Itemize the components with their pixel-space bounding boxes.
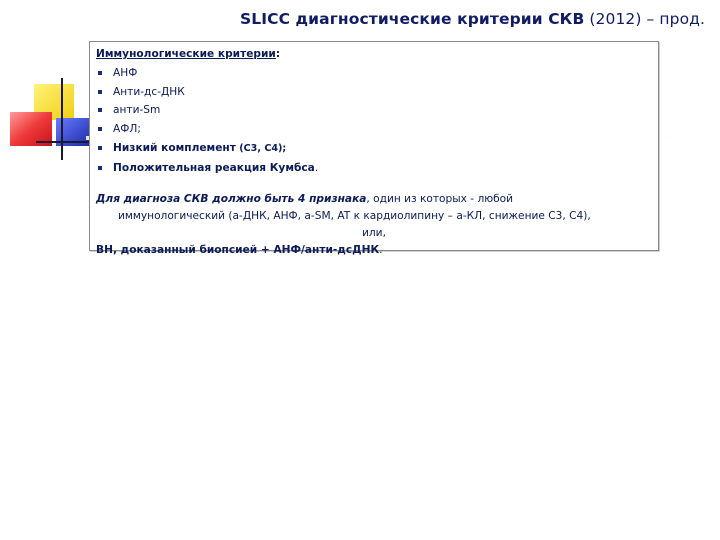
criteria-panel (89, 41, 659, 256)
diagnosis-bold-text: Для диагноза СКВ должно быть 4 признака (96, 192, 367, 205)
slide-title-bold: SLICC диагностические критерии СКВ (240, 10, 585, 28)
diagnosis-line-2: иммунологический (а-ДНК, АНФ, а-SM, AT к кардиолипину – а-КЛ, снижение С3, С4), (118, 209, 591, 222)
criteria-list (96, 64, 652, 178)
list-item (96, 83, 652, 102)
diagnosis-line-1 (96, 191, 652, 208)
slide-title-rest: (2012) – прод. (584, 10, 706, 28)
list-item-text: АНФ (113, 66, 138, 79)
diagnosis-paragraph (96, 191, 652, 259)
list-item-text: Анти-дс-ДНК (113, 85, 185, 98)
list-item (96, 159, 652, 178)
or-text: или, (362, 226, 386, 239)
panel-header (96, 45, 652, 64)
list-item-text: Положительная реакция Кумбса (113, 161, 315, 174)
red-square (10, 112, 52, 146)
panel-header-suffix: : (275, 48, 281, 60)
list-item-text: АФЛ; (113, 123, 141, 136)
final-bold-text: ВН, доказанный биопсией + АНФ/анти-дсДНК (96, 243, 380, 256)
list-item (96, 101, 652, 120)
list-item (96, 120, 652, 139)
slide-title (240, 10, 715, 28)
final-line (96, 242, 652, 259)
list-item-note: (С3, С4); (239, 142, 287, 154)
panel-header-text: Иммунологические критерии (96, 48, 276, 60)
list-item-text: Низкий комплемент (113, 141, 236, 154)
final-suffix: . (379, 243, 383, 256)
list-item (96, 64, 652, 83)
diagnosis-rest-text: , один из которых - любой (366, 192, 514, 205)
list-item (96, 139, 652, 159)
list-item-note: . (314, 161, 319, 174)
list-item-text: анти-Sm (113, 104, 161, 117)
